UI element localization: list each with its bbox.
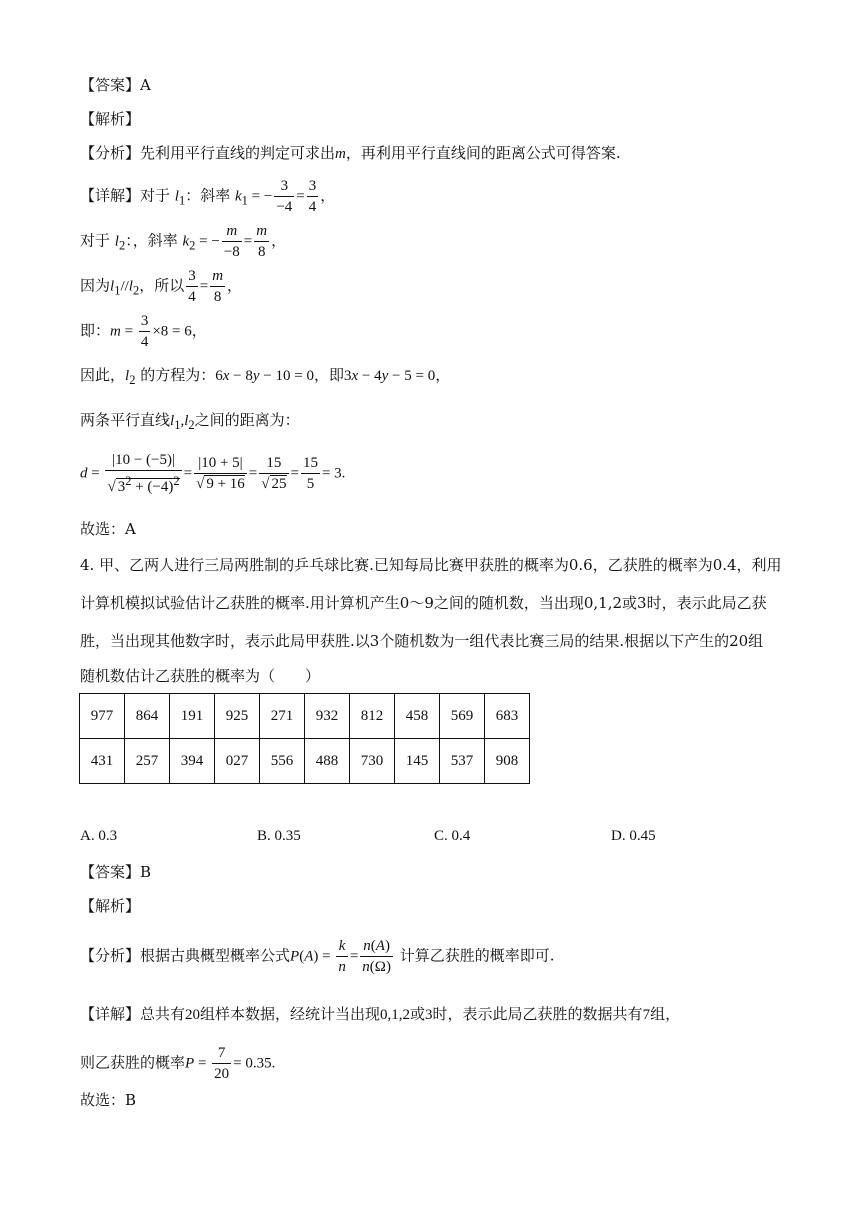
table-cell: 864 <box>125 694 170 739</box>
q3-detail3: 因为$l_1//l_2$，所以 $\frac{3}{4}$ = $\frac{m}{8}$ ， <box>80 268 243 305</box>
option-d: D. 0.45 <box>611 828 656 844</box>
q3-detail4: 即：m = $\frac{3}{4}$ ×8 = 6， <box>80 313 207 350</box>
q3-choose: 故选：A <box>80 520 136 538</box>
q3-detail1: 【详解】对于 $l_1$：斜率 $k_1$ = − $\frac{3}{-4}$ = $\frac{3}{4}$ ， <box>80 178 336 215</box>
table-cell: 394 <box>170 739 215 784</box>
q4-stem-line1: 4. 甲、乙两人进行三局两胜制的乒乓球比赛.已知每局比赛甲获胜的概率为0.6，乙获胜的概率为0.4，利用 <box>80 556 782 574</box>
q3-detail5: 因此，$l_2$ 的方程为：6x − 8y − 10 = 0，即3x − 4y − 5 = 0， <box>80 366 451 387</box>
table-cell: 925 <box>215 694 260 739</box>
table-cell: 977 <box>80 694 125 739</box>
table-cell: 027 <box>215 739 260 784</box>
q4-choose: 故选：B <box>80 1091 137 1109</box>
q3-analysis-label: 【解析】 <box>80 110 141 128</box>
table-cell: 932 <box>305 694 350 739</box>
table-cell: 257 <box>125 739 170 784</box>
table-cell: 431 <box>80 739 125 784</box>
table-cell: 488 <box>305 739 350 784</box>
option-c: C. 0.4 <box>434 828 471 844</box>
q4-fenxi: 【分析】根据古典概型概率公式P(A) = $\frac{k}{n}$ = $\frac{n(A)}{n(\Omega)}$ 计算乙获胜的概率即可. <box>80 938 555 975</box>
option-b: B. 0.35 <box>257 828 301 844</box>
table-row <box>80 694 530 739</box>
table-cell: 683 <box>485 694 530 739</box>
q4-answer: 【答案】B <box>80 863 152 881</box>
q3-answer: 【答案】A <box>80 76 151 94</box>
table-cell: 569 <box>440 694 485 739</box>
table-cell: 537 <box>440 739 485 784</box>
q3-distance-formula: d = $\frac{|10 - (-5)|}{√ 3^2 + (-4)^2}$ = $\frac{|10 + 5|}{√ 9 + 16}$ = $\frac{15}{√ 25}$ = $\frac{15}{5}$ = 3. <box>80 452 346 495</box>
q4-stem-line3: 胜，当出现其他数字时，表示此局甲获胜.以3个随机数为一组代表比赛三局的结果.根据以下产生的20组 <box>80 632 764 650</box>
table-cell: 556 <box>260 739 305 784</box>
table-cell: 908 <box>485 739 530 784</box>
table-cell: 271 <box>260 694 305 739</box>
table-cell: 145 <box>395 739 440 784</box>
q3-detail2: 对于 $l_2$：，斜率 $k_2$ = − $\frac{m}{-8}$ = $\frac{m}{8}$ ， <box>80 223 287 260</box>
random-number-table <box>79 693 530 784</box>
q4-detail2: 则乙获胜的概率P = $\frac{7}{20}$ = 0.35. <box>80 1045 276 1082</box>
q3-fenxi: 【分析】先利用平行直线的判定可求出m，再利用平行直线间的距离公式可得答案. <box>80 144 621 162</box>
table-row <box>80 739 530 784</box>
table-cell: 812 <box>350 694 395 739</box>
option-a: A. 0.3 <box>80 828 118 844</box>
q4-analysis-label: 【解析】 <box>80 897 141 915</box>
q4-stem-line2: 计算机模拟试验估计乙获胜的概率.用计算机产生0～9之间的随机数，当出现0,1,2或3时，表示此局乙获 <box>80 594 767 612</box>
table-cell: 191 <box>170 694 215 739</box>
q3-detail6: 两条平行直线$l_1,l_2$之间的距离为： <box>80 411 300 432</box>
q4-stem-line4: 随机数估计乙获胜的概率为（ ） <box>80 667 321 685</box>
table-cell: 458 <box>395 694 440 739</box>
table-cell: 730 <box>350 739 395 784</box>
q4-detail1: 【详解】总共有20组样本数据，经统计当出现0,1,2或3时，表示此局乙获胜的数据共有7组， <box>80 1005 681 1023</box>
